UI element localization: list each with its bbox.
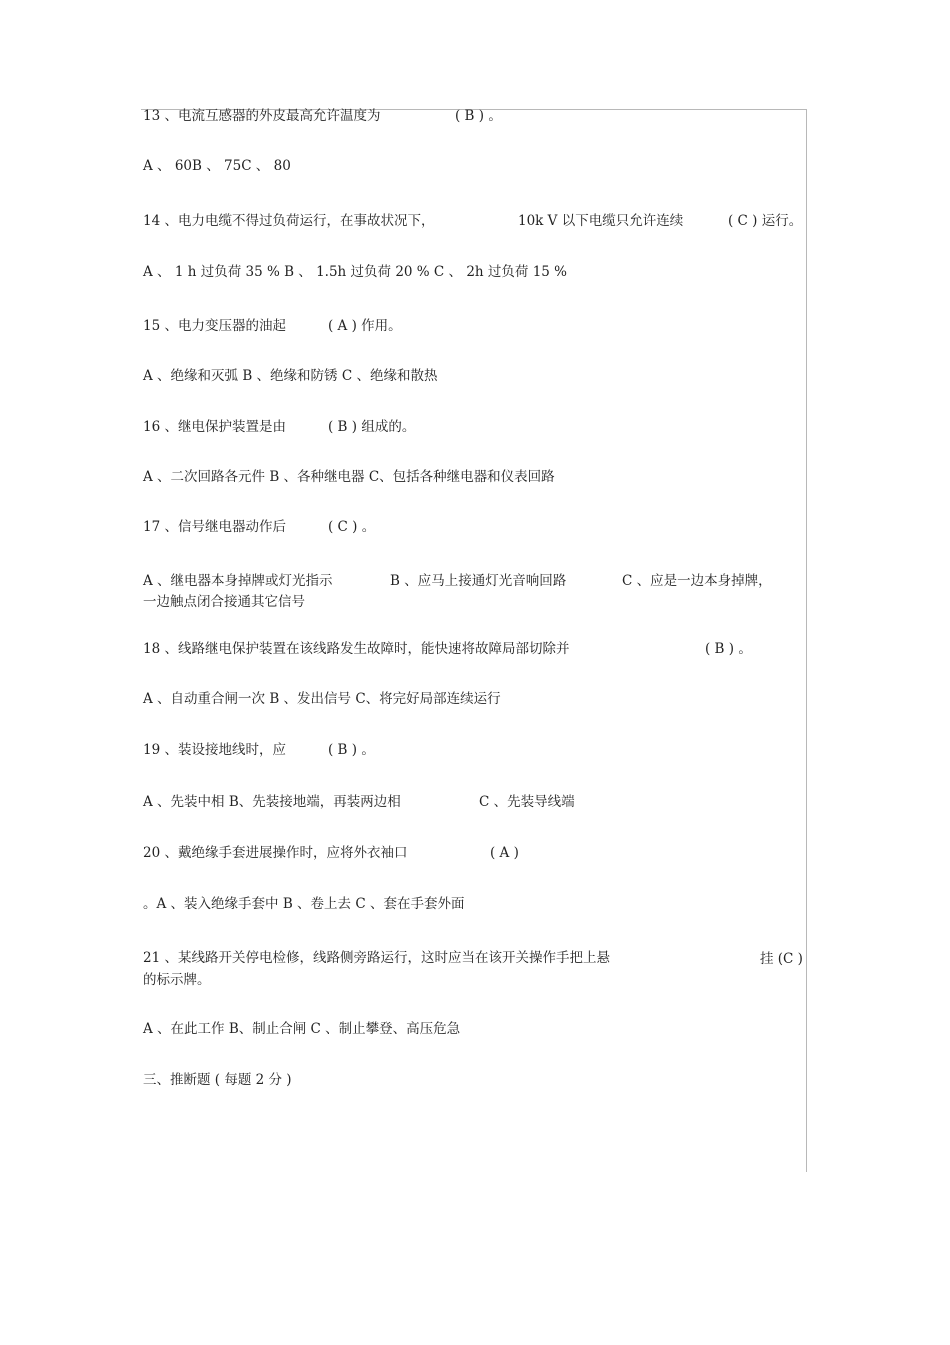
question-19-option-c: C 、先装导线端 <box>479 794 575 810</box>
question-13-options: A 、 60B 、 75C 、 80 <box>143 158 291 174</box>
question-20-options: 。A 、装入绝缘手套中 B 、卷上去 C 、套在手套外面 <box>143 896 465 912</box>
question-18-answer: ( B ) 。 <box>705 641 752 657</box>
question-16-text: 16 、继电保护装置是由 <box>143 419 286 435</box>
question-15-options: A 、绝缘和灭弧 B 、绝缘和防锈 C 、绝缘和散热 <box>143 368 438 384</box>
frame-right-border <box>806 109 807 1172</box>
question-13-answer: ( B ) 。 <box>455 108 502 124</box>
question-14-answer: ( C ) 运行。 <box>728 213 803 229</box>
question-15-answer: ( A ) 作用。 <box>328 318 402 334</box>
question-18-text: 18 、线路继电保护装置在该线路发生故障时，能快速将故障局部切除并 <box>143 641 570 657</box>
question-21-answer: 挂 (C ) <box>760 951 803 967</box>
question-16-options: A 、二次回路各元件 B 、各种继电器 C、包括各种继电器和仪表回路 <box>143 469 555 485</box>
question-14-text-cont: 10k V 以下电缆只允许连续 <box>518 213 684 229</box>
question-19-answer: ( B ) 。 <box>328 742 375 758</box>
question-20-text: 20 、戴绝缘手套进展操作时，应将外衣袖口 <box>143 845 408 861</box>
section-heading-judgement: 三、推断题 ( 每题 2 分 ) <box>143 1072 292 1088</box>
question-13-text: 13 、电流互感器的外皮最高允许温度为 <box>143 108 381 124</box>
question-14-options: A 、 1 h 过负荷 35 % B 、 1.5h 过负荷 20 % C 、 2h 过负荷 15 % <box>143 264 567 280</box>
question-17-text: 17 、信号继电器动作后 <box>143 519 286 535</box>
question-21-text-cont: 的标示牌。 <box>143 972 211 988</box>
question-15-text: 15 、电力变压器的油起 <box>143 318 286 334</box>
question-17-option-c-cont: 一边触点闭合接通其它信号 <box>143 594 305 610</box>
question-17-option-a: A 、继电器本身掉牌或灯光指示 <box>143 573 333 589</box>
question-18-options: A 、自动重合闸一次 B 、发出信号 C、将完好局部连续运行 <box>143 691 501 707</box>
question-21-options: A 、在此工作 B、制止合闸 C 、制止攀登、高压危急 <box>143 1021 461 1037</box>
question-14-text: 14 、电力电缆不得过负荷运行，在事故状况下， <box>143 213 435 229</box>
question-17-option-c: C 、应是一边本身掉牌， <box>622 573 772 589</box>
question-17-option-b: B 、应马上接通灯光音响回路 <box>390 573 567 589</box>
question-17-answer: ( C ) 。 <box>328 519 376 535</box>
question-21-text: 21 、某线路开关停电检修，线路侧旁路运行，这时应当在该开关操作手把上悬 <box>143 950 610 966</box>
question-19-text: 19 、装设接地线时，应 <box>143 742 286 758</box>
question-19-options: A 、先装中相 B、先装接地端，再装两边相 <box>143 794 401 810</box>
question-20-answer: ( A ) <box>490 845 519 861</box>
question-16-answer: ( B ) 组成的。 <box>328 419 416 435</box>
